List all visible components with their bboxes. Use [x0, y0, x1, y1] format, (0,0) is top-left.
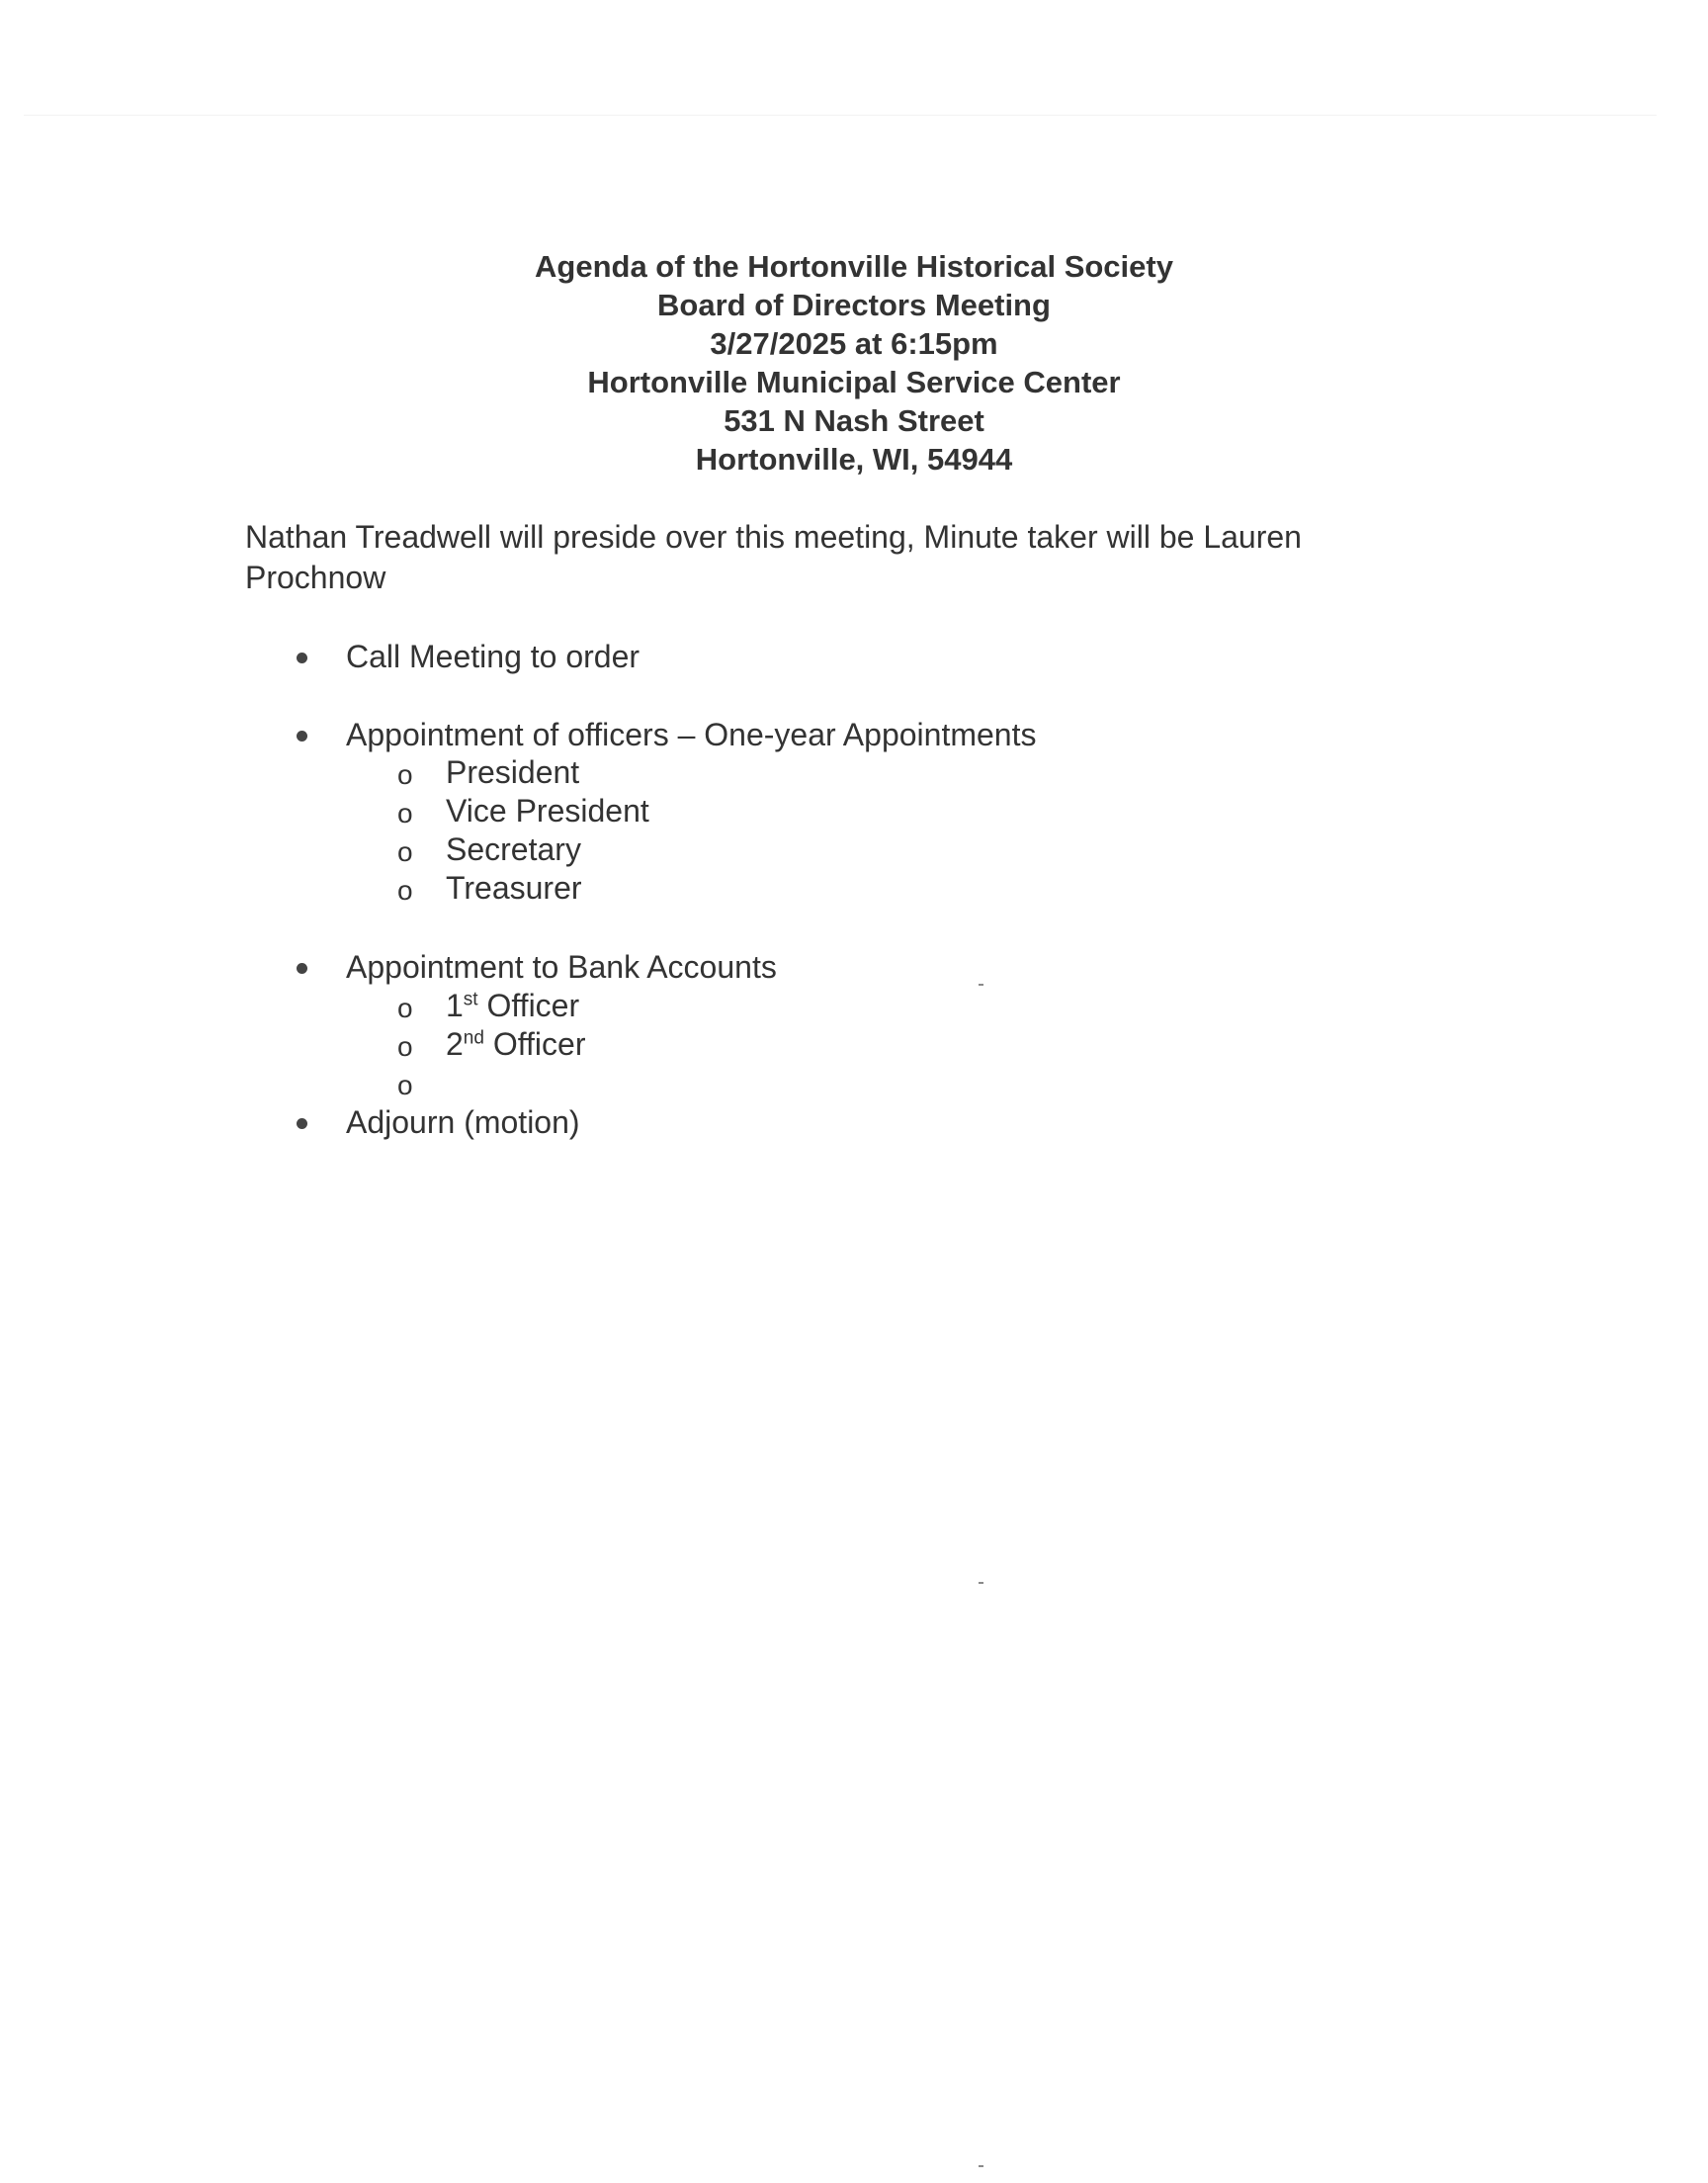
- ordinal-number: 1: [446, 988, 464, 1023]
- sub-item-secretary: Secretary: [446, 831, 581, 867]
- sub-bullet-icon: o: [397, 759, 413, 790]
- sub-bullet-icon: o: [397, 875, 413, 906]
- sub-bullet-icon: o: [397, 798, 413, 829]
- scan-speck: [979, 984, 983, 986]
- scan-speck: [979, 1582, 983, 1584]
- header-city: Hortonville, WI, 54944: [695, 442, 1013, 477]
- agenda-item-officers: Appointment of officers – One-year Appointments: [346, 717, 1037, 752]
- bullet-icon: [297, 1118, 307, 1129]
- sub-bullet-icon: o: [397, 1031, 413, 1062]
- agenda-item-adjourn: Adjourn (motion): [346, 1104, 580, 1140]
- ordinal-number: 2: [446, 1026, 464, 1062]
- ordinal-suffix: nd: [463, 1027, 484, 1049]
- sub-item-first-officer: [446, 987, 579, 1025]
- officer-label: Officer: [477, 988, 580, 1023]
- sub-bullet-icon-empty: o: [397, 1070, 413, 1100]
- agenda-item-bank-accounts: Appointment to Bank Accounts: [346, 949, 777, 985]
- sub-bullet-icon: o: [397, 993, 413, 1023]
- sub-item-vice-president: Vice President: [446, 793, 649, 829]
- scan-speck: [979, 2165, 983, 2167]
- sub-item-president: President: [446, 754, 580, 790]
- bullet-icon: [297, 963, 307, 974]
- agenda-item-call-to-order: Call Meeting to order: [346, 639, 640, 674]
- sub-bullet-icon: o: [397, 836, 413, 867]
- header-street: 531 N Nash Street: [724, 403, 984, 438]
- header-title: Agenda of the Hortonville Historical Society: [535, 249, 1173, 284]
- bullet-icon: [297, 731, 307, 742]
- intro-paragraph: Nathan Treadwell will preside over this meeting, Minute taker will be Lauren Prochnow: [245, 519, 1302, 595]
- ordinal-suffix: st: [463, 989, 478, 1010]
- header-meeting: Board of Directors Meeting: [657, 288, 1051, 322]
- sub-item-second-officer: [446, 1025, 585, 1064]
- bullet-icon: [297, 653, 307, 663]
- header-date-time: 3/27/2025 at 6:15pm: [710, 326, 998, 361]
- officer-label: Officer: [483, 1026, 586, 1062]
- sub-item-treasurer: Treasurer: [446, 870, 582, 906]
- header-venue: Hortonville Municipal Service Center: [587, 365, 1121, 399]
